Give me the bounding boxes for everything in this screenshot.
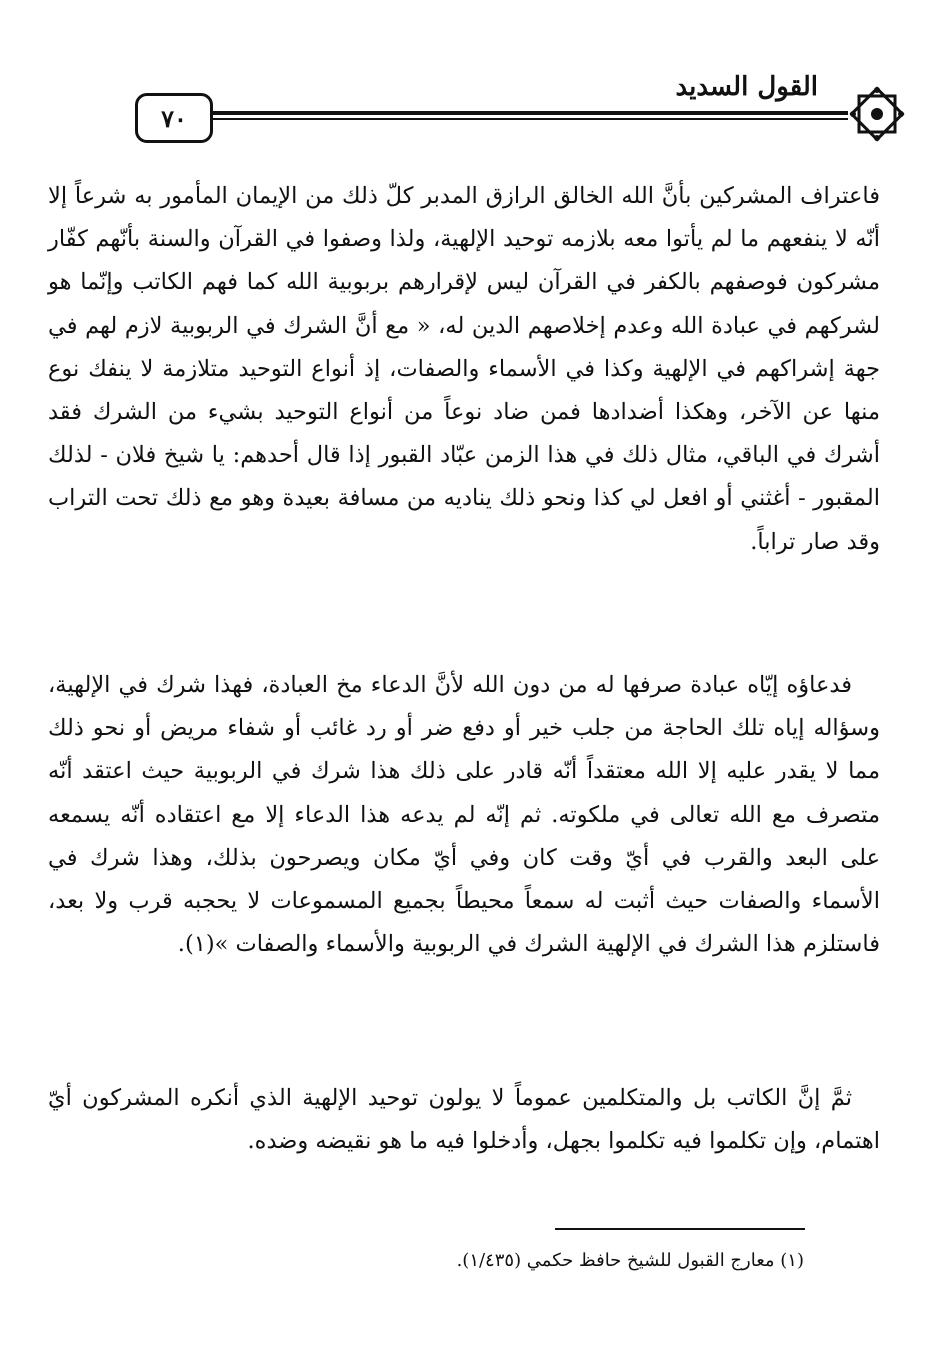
footnote-separator	[555, 1228, 805, 1230]
paragraph-2: فدعاؤه إيّاه عبادة صرفها له من دون الله لأنَّ الدعاء مخ العبادة، فهذا شرك في الإلهية، وسؤاله إياه تلك الحاجة من جلب خير أو دفع ضر أو رد غائب أو شفاء مريض أو نحو ذلك مما لا يقدر عليه إلا الله معتقداً أنّه قادر على ذلك هذا شرك في الربوبية حيث اعتقد أنّه متصرف مع الله تعالى في ملكوته. ثم إنّه لم يدعه هذا الدعاء إلا مع اعتقاده أنّه يسمعه على البعد والقرب في أيّ وقت كان وفي أيّ مكان ويصرحون بذلك، وهذا شرك في الأسماء والصفات حيث أثبت له سمعاً محيطاً بجميع المسموعات لا يحجبه قرب ولا بعد، فاستلزم هذا الشرك في الإلهية الشرك في الربوبية والأسماء والصفات »(١).	[48, 672, 880, 958]
paragraph-1: فاعتراف المشركين بأنَّ الله الخالق الرازق المدبر كلّ ذلك من الإيمان المأمور به شرعاً إلا أنّه لا ينفعهم ما لم يأتوا معه بلازمه توحيد الإلهية، ولذا وصفوا في القرآن والسنة بأنّهم كفّار مشركون فوصفهم بالكفر في القرآن ليس لإقرارهم بربوبية الله كما فهم الكاتب وإنّما هو لشركهم في عبادة الله وعدم إخلاصهم الدين له، « مع أنَّ الشرك في الربوبية لازم لهم في جهة إشراكهم في الإلهية وكذا في الأسماء والصفات، إذ أنواع التوحيد متلازمة لا ينفك نوع منها عن الآخر، وهكذا أضدادها فمن ضاد نوعاً من أنواع التوحيد بشيء من الشرك فقد أشرك في الباقي، مثال ذلك في هذا الزمن عبّاد القبور إذا قال أحدهم: يا شيخ فلان - لذلك المقبور - أغثني أو افعل لي كذا ونحو ذلك يناديه من مسافة بعيدة وهو مع ذلك تحت التراب وقد صار تراباً.	[48, 183, 880, 555]
header-rule-thin	[158, 118, 848, 120]
book-title: القول السديد	[675, 72, 818, 102]
octagram-ornament-icon	[844, 82, 910, 146]
page-header	[30, 68, 910, 148]
paragraph-3: ثمَّ إنَّ الكاتب بل والمتكلمين عموماً لا يولون توحيد الإلهية الذي أنكره المشركون أيّ اهتمام، وإن تكلموا فيه تكلموا بجهل، وأدخلوا فيه ما هو نقيضه وضده.	[48, 1085, 880, 1155]
octagram-ornament-graphic	[844, 82, 910, 146]
footnote: (١) معارج القبول للشيخ حافظ حكمي (١/٤٣٥).	[456, 1250, 804, 1271]
page-number: ٧٠	[135, 93, 213, 143]
header-rule	[158, 111, 848, 115]
